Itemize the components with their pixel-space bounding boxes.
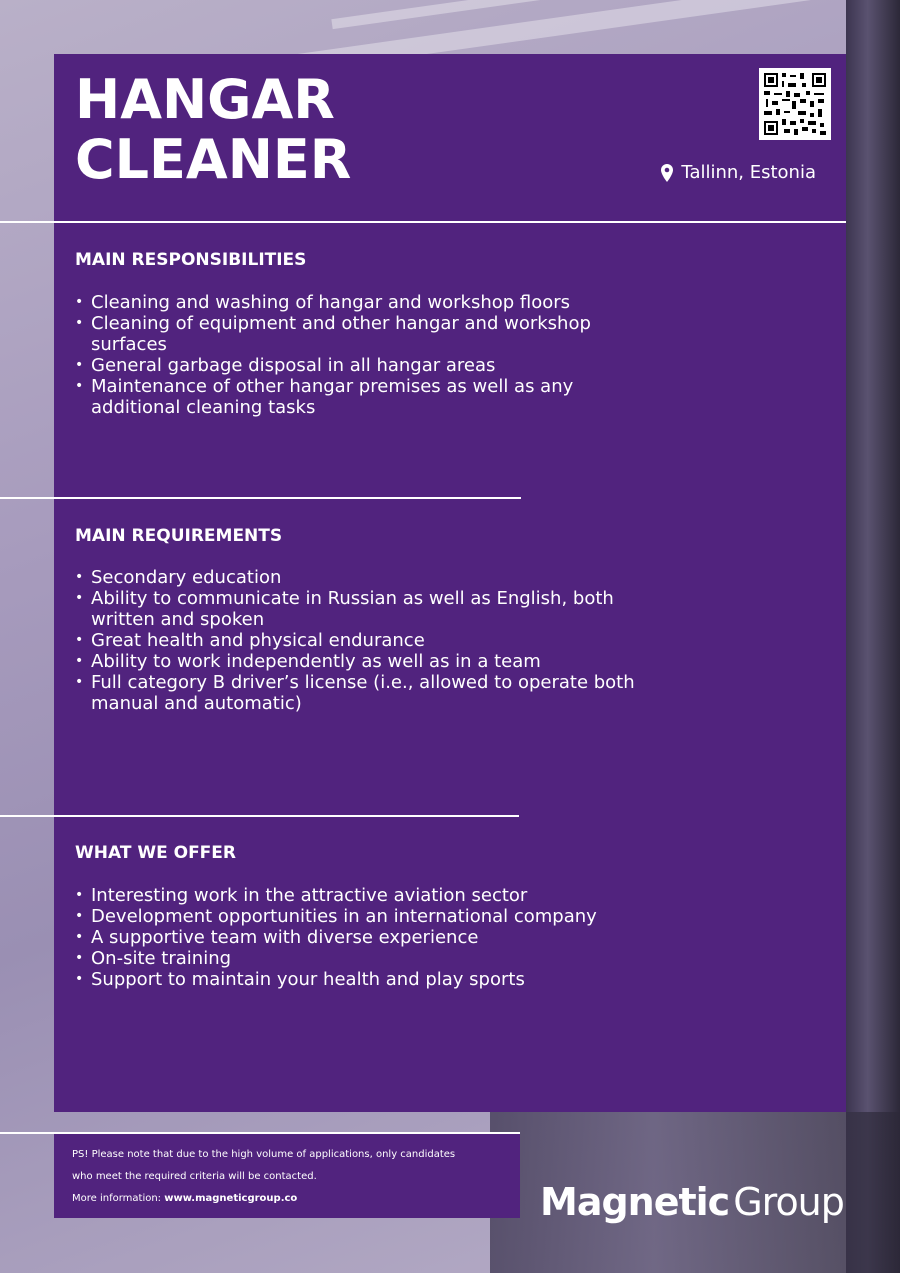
- section-title-offer: WHAT WE OFFER: [75, 843, 236, 863]
- job-title-line2: CLEANER: [75, 128, 352, 191]
- divider: [0, 815, 519, 817]
- list-item: • Full category B driver’s license (i.e., allowed to operate both manual and automatic): [74, 672, 664, 714]
- list-item: • Interesting work in the attractive aviation sector: [74, 885, 664, 906]
- job-title-line1: HANGAR: [75, 68, 335, 131]
- divider: [0, 1132, 520, 1134]
- responsibilities-list: [74, 292, 664, 418]
- qr-code[interactable]: [759, 68, 831, 140]
- footer-note: [72, 1144, 492, 1210]
- divider: [0, 221, 846, 223]
- company-logo: [540, 1180, 844, 1224]
- map-pin-icon: [661, 164, 673, 182]
- requirements-list: [74, 567, 664, 714]
- list-item: • General garbage disposal in all hangar areas: [74, 355, 664, 376]
- logo-word-group: Group: [733, 1180, 844, 1224]
- logo-word-magnetic: Magnetic: [540, 1180, 730, 1224]
- more-info-label: More information:: [72, 1193, 165, 1204]
- list-item: • Maintenance of other hangar premises as well as any additional cleaning tasks: [74, 376, 664, 418]
- list-item: • Secondary education: [74, 567, 664, 588]
- more-info: [72, 1188, 492, 1210]
- list-item: • Ability to communicate in Russian as well as English, both written and spoken: [74, 588, 664, 630]
- list-item: • On-site training: [74, 948, 664, 969]
- section-title-requirements: MAIN REQUIREMENTS: [75, 526, 283, 546]
- list-item: • Great health and physical endurance: [74, 630, 664, 651]
- job-title: [75, 70, 351, 190]
- job-location: [661, 162, 816, 183]
- offer-list: [74, 885, 664, 990]
- website-link[interactable]: www.magneticgroup.co: [164, 1193, 298, 1204]
- section-title-responsibilities: MAIN RESPONSIBILITIES: [75, 250, 307, 270]
- footer-note-line2: who meet the required criteria will be contacted.: [72, 1171, 317, 1182]
- list-item: • Development opportunities in an international company: [74, 906, 664, 927]
- list-item: • Support to maintain your health and play sports: [74, 969, 664, 990]
- list-item: • Cleaning of equipment and other hangar and workshop surfaces: [74, 313, 664, 355]
- footer-note-line1: PS! Please note that due to the high volume of applications, only candidates: [72, 1149, 456, 1160]
- qr-code-icon: [762, 71, 828, 137]
- divider: [0, 497, 521, 499]
- list-item: • Ability to work independently as well as in a team: [74, 651, 664, 672]
- location-text: Tallinn, Estonia: [681, 162, 816, 183]
- list-item: • Cleaning and washing of hangar and workshop floors: [74, 292, 664, 313]
- list-item: • A supportive team with diverse experience: [74, 927, 664, 948]
